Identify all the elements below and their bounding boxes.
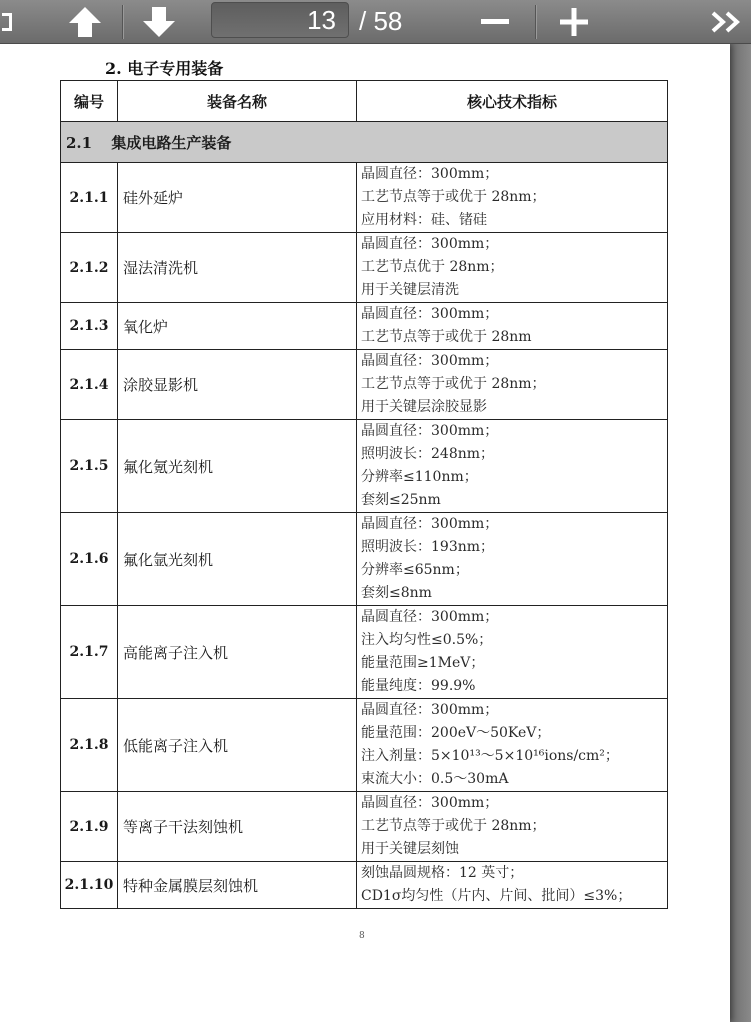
spec-line: 应用材料：硅、锗硅 (361, 212, 487, 228)
zoom-out-button[interactable] (473, 0, 517, 44)
spec-cell (357, 350, 668, 420)
equipment-name: 氟化氪光刻机 (118, 420, 357, 513)
equipment-name: 硅外延炉 (118, 163, 357, 233)
page-number-input[interactable]: 13 (211, 2, 349, 38)
minus-icon (481, 19, 509, 25)
table-row (61, 350, 668, 420)
spec-cell (357, 606, 668, 699)
section-title: 集成电路生产装备 (111, 133, 232, 152)
next-page-button[interactable] (136, 0, 182, 44)
item-number: 2.1.9 (61, 792, 118, 862)
table-row (61, 233, 668, 303)
equipment-name: 湿法清洗机 (118, 233, 357, 303)
spec-line: 照明波长：248nm； (361, 446, 495, 462)
spec-line: 工艺节点等于或优于 28nm； (361, 376, 546, 392)
spec-line: 晶圆直径：300mm； (361, 353, 499, 369)
item-number: 2.1.7 (61, 606, 118, 699)
toolbar-separator (535, 5, 537, 39)
section-row (61, 122, 668, 163)
item-number: 2.1.5 (61, 420, 118, 513)
spec-cell (357, 303, 668, 350)
arrow-up-icon (66, 5, 104, 39)
spec-line: 工艺节点等于或优于 28nm； (361, 189, 546, 205)
equipment-name: 高能离子注入机 (118, 606, 357, 699)
spec-line: 晶圆直径：300mm； (361, 516, 499, 532)
item-number: 2.1.6 (61, 513, 118, 606)
double-chevron-right-icon (710, 10, 746, 34)
table-row (61, 792, 668, 862)
table-row (61, 420, 668, 513)
spec-line: 晶圆直径：300mm； (361, 236, 499, 252)
section-heading: 2. 电子专用装备 (105, 59, 224, 78)
spec-line: 照明波长：193nm； (361, 539, 495, 555)
table-row (61, 862, 668, 909)
spec-line: 晶圆直径：300mm； (361, 166, 499, 182)
sidebar-icon (2, 13, 12, 31)
section-number: 2.1 (66, 133, 93, 152)
spec-cell (357, 233, 668, 303)
spec-line: 注入剂量：5×10¹³～5×10¹⁶ions/cm²； (361, 748, 619, 764)
spec-line: CD1σ均匀性（片内、片间、批间）≤3%； (361, 888, 632, 904)
spec-line: 工艺节点优于 28nm； (361, 259, 504, 275)
spec-line: 套刻≤8nm (361, 585, 432, 601)
toolbar-separator (122, 5, 124, 39)
table-row (61, 699, 668, 792)
spec-line: 刻蚀晶圆规格：12 英寸； (361, 865, 524, 881)
equipment-name: 涂胶显影机 (118, 350, 357, 420)
total-pages-label: / 58 (359, 6, 403, 36)
header-name: 装备名称 (118, 81, 357, 122)
document-page[interactable] (0, 44, 730, 1022)
spec-line: 晶圆直径：300mm； (361, 423, 499, 439)
equipment-name: 特种金属膜层刻蚀机 (118, 862, 357, 909)
spec-line: 工艺节点等于或优于 28nm； (361, 818, 546, 834)
spec-line: 晶圆直径：300mm； (361, 306, 499, 322)
section-cell (61, 122, 668, 163)
spec-cell (357, 420, 668, 513)
spec-line: 套刻≤25nm (361, 492, 441, 508)
spec-line: 能量纯度：99.9% (361, 678, 476, 694)
spec-line: 用于关键层刻蚀 (361, 841, 459, 857)
spec-cell (357, 163, 668, 233)
spec-line: 晶圆直径：300mm； (361, 702, 499, 718)
spec-line: 注入均匀性≤0.5%； (361, 632, 493, 648)
table-row (61, 606, 668, 699)
item-number: 2.1.8 (61, 699, 118, 792)
spec-line: 晶圆直径：300mm； (361, 609, 499, 625)
more-tools-button[interactable] (705, 0, 751, 44)
spec-line: 能量范围：200eV～50KeV； (361, 725, 551, 741)
table-header-row (61, 81, 668, 122)
zoom-in-button[interactable] (550, 0, 598, 44)
spec-line: 晶圆直径：300mm； (361, 795, 499, 811)
equipment-name: 低能离子注入机 (118, 699, 357, 792)
side-gutter (730, 44, 751, 1022)
page-number: 8 (359, 931, 365, 941)
item-number: 2.1.4 (61, 350, 118, 420)
spec-line: 分辨率≤65nm； (361, 562, 469, 578)
header-spec: 核心技术指标 (357, 81, 668, 122)
equipment-table (60, 80, 668, 909)
table-row (61, 163, 668, 233)
viewer-toolbar (0, 0, 751, 44)
plus-icon (560, 8, 588, 36)
spec-cell (357, 513, 668, 606)
spec-cell (357, 699, 668, 792)
table-row (61, 303, 668, 350)
spec-line: 用于关键层清洗 (361, 282, 459, 298)
previous-page-button[interactable] (62, 0, 108, 44)
equipment-name: 等离子干法刻蚀机 (118, 792, 357, 862)
spec-line: 能量范围≥1MeV； (361, 655, 485, 671)
item-number: 2.1.1 (61, 163, 118, 233)
equipment-name: 氧化炉 (118, 303, 357, 350)
arrow-down-icon (140, 5, 178, 39)
header-no: 编号 (61, 81, 118, 122)
table-row (61, 513, 668, 606)
item-number: 2.1.2 (61, 233, 118, 303)
spec-cell (357, 792, 668, 862)
spec-line: 工艺节点等于或优于 28nm (361, 329, 532, 345)
spec-cell (357, 862, 668, 909)
spec-line: 分辨率≤110nm； (361, 469, 478, 485)
item-number: 2.1.3 (61, 303, 118, 350)
spec-line: 用于关键层涂胶显影 (361, 399, 487, 415)
item-number: 2.1.10 (61, 862, 118, 909)
spec-line: 束流大小：0.5～30mA (361, 771, 509, 787)
equipment-name: 氟化氩光刻机 (118, 513, 357, 606)
sidebar-toggle-button[interactable] (0, 0, 14, 44)
